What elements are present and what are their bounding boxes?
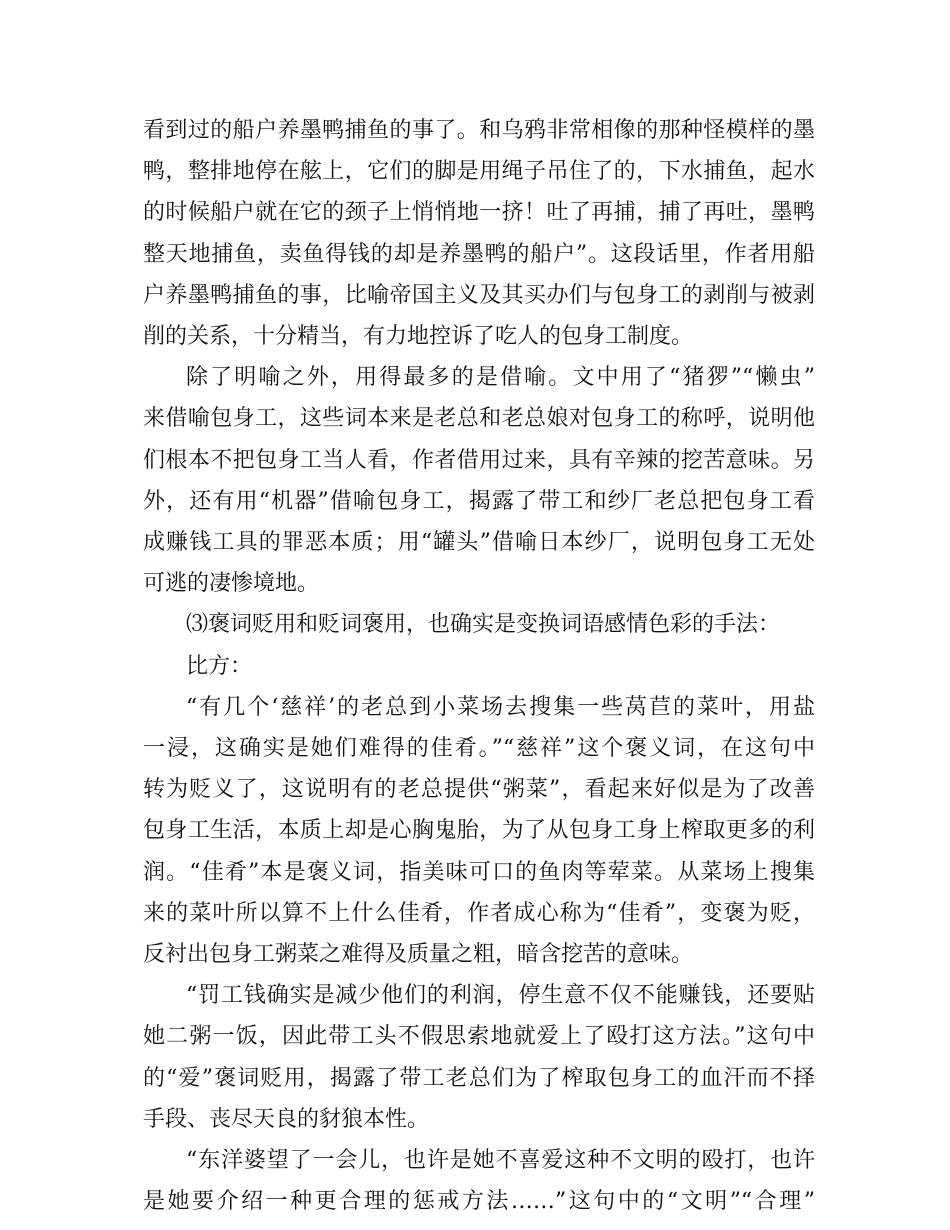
paragraph-first-line: 比方： <box>186 653 253 679</box>
text-line: 来的菜叶所以算不上什么佳肴，作者成心称为“佳肴”，变褒为贬， <box>143 900 815 926</box>
text-line: 包身工生活，本质上却是心胸鬼胎，为了从包身工身上榨取更多的利 <box>143 818 815 844</box>
text-line: 削的关系，十分精当，有力地控诉了吃人的包身工制度。 <box>143 324 694 349</box>
text-line: 户养墨鸭捕鱼的事，比喻帝国主义及其买办们与包身工的剥削与被剥 <box>143 282 815 308</box>
text-line: 手段、丧尽天良的豺狼本性。 <box>143 1106 430 1132</box>
text-line: 反衬出包身工粥菜之难得及质量之粗，暗含挖苦的意味。 <box>143 942 694 967</box>
text-line: 一浸，这确实是她们难得的佳肴。”“慈祥”这个褒义词，在这句中 <box>143 736 815 761</box>
text-line: 看到过的船户养墨鸭捕鱼的事了。和乌鸦非常相像的那种怪模样的墨 <box>143 118 815 143</box>
text-line: 的时候船户就在它的颈子上悄悄地一挤！吐了再捕，捕了再吐，墨鸭 <box>143 200 815 226</box>
text-line: 鸭，整排地停在舷上，它们的脚是用绳子吊住了的，下水捕鱼，起水 <box>143 159 815 185</box>
text-line: 她二粥一饭，因此带工头不假思索地就爱上了殴打这方法。”这句中 <box>143 1024 815 1050</box>
text-line: 可逃的凄惨境地。 <box>143 571 320 597</box>
text-line: 是她要介绍一种更合理的惩戒方法……”这句中的“文明”“合理” <box>143 1189 815 1215</box>
text-line: 外，还有用“机器”借喻包身工，揭露了带工和纱厂老总把包身工看 <box>143 488 815 514</box>
paragraph-first-line: “有几个‘慈祥’的老总到小菜场去搜集一些莴苣的菜叶，用盐 <box>186 694 815 720</box>
paragraph-first-line: 除了明喻之外，用得最多的是借喻。文中用了“猪猡”“懒虫” <box>186 365 815 391</box>
paragraph-first-line: “罚工钱确实是减少他们的利润，停生意不仅不能赚钱，还要贴 <box>186 983 815 1009</box>
paragraph-first-line: “东洋婆望了一会儿，也许是她不喜爱这种不文明的殴打，也许 <box>186 1148 815 1173</box>
text-line: 润。“佳肴”本是褒义词，指美味可口的鱼肉等荤菜。从菜场上搜集 <box>143 859 815 885</box>
text-line: 成赚钱工具的罪恶本质；用“罐头”借喻日本纱厂，说明包身工无处 <box>143 530 815 555</box>
text-line: 的“爱”褒词贬用，揭露了带工老总们为了榨取包身工的血汗而不择 <box>143 1065 815 1091</box>
text-line: 转为贬义了，这说明有的老总提供“粥菜”，看起来好似是为了改善 <box>143 777 815 803</box>
section-heading: ⑶褒词贬用和贬词褒用，也确实是变换词语感情色彩的手法： <box>186 612 781 638</box>
text-line: 整天地捕鱼，卖鱼得钱的却是养墨鸭的船户”。这段话里，作者用船 <box>143 241 815 267</box>
text-line: 来借喻包身工，这些词本来是老总和老总娘对包身工的称呼，说明他 <box>143 406 815 432</box>
text-line: 们根本不把包身工当人看，作者借用过来，具有辛辣的挖苦意味。另 <box>143 447 815 473</box>
